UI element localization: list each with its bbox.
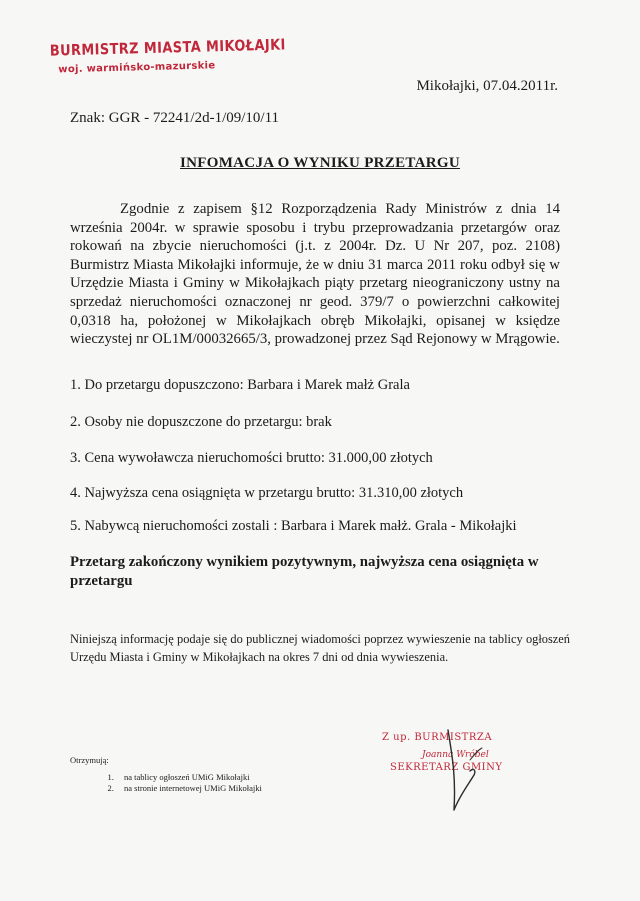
stamp-region: woj. warmińsko-mazurskie: [58, 60, 216, 76]
recipients-label: Otrzymują:: [70, 755, 109, 765]
stamp-title: BURMISTRZ MIASTA MIKOŁAJKI: [49, 35, 286, 60]
recipient-item: 2. na stronie internetowej UMiG Mikołajki: [116, 783, 262, 794]
list-item-highest-price: 4. Najwyższa cena osiągnięta w przetargu brutto: 31.310,00 złotych: [70, 485, 464, 501]
secretary-stamp-role: SEKRETARZ GMINY: [390, 762, 503, 773]
list-item-starting-price: 3. Cena wywoławcza nieruchomości brutto: 31.000,00 złotych: [70, 450, 433, 466]
notice-paragraph: Niniejszą informację podaje się do publicznej wiadomości poprzez wywieszenie na tablicy ogłoszeń Urzędu Miasta i Gminy w Mikołajkach na okres 7 dni od dnia wywieszenia.: [70, 632, 570, 664]
reference-number: Znak: GGR - 72241/2d-1/09/10/11: [70, 110, 280, 126]
document-date: Mikołajki, 07.04.2011r.: [416, 78, 558, 94]
secretary-stamp-name: Joanna Wróbel: [422, 750, 489, 760]
list-item-not-admitted: 2. Osoby nie dopuszczone do przetargu: brak: [70, 414, 332, 430]
secretary-stamp-line1: Z up. BURMISTRZA: [382, 732, 493, 743]
recipients-section: [70, 755, 262, 793]
handwritten-signature: [430, 715, 500, 815]
recipient-item: 1. na tablicy ogłoszeń UMiG Mikołajki: [116, 772, 262, 783]
list-item-admitted: 1. Do przetargu dopuszczono: Barbara i Marek małż Grala: [70, 377, 410, 393]
mayor-stamp: [50, 34, 325, 75]
document-title: INFOMACJA O WYNIKU PRZETARGU: [180, 155, 460, 171]
conclusion-paragraph: Przetarg zakończony wynikiem pozytywnym, najwyższa cena osiągnięta w przetargu: [70, 554, 539, 589]
intro-paragraph: Zgodnie z zapisem §12 Rozporządzenia Rady Ministrów z dnia 14 września 2004r. w sprawie sposobu i trybu przeprowadzania przetargów oraz rokowań na zbycie nieruchomości (j.t. z 2004r. Dz. U Nr 207, poz. 2108) Burmistrz Miasta Mikołajki informuje, że w dniu 31 marca 2011 roku odbył się w Urzędzie Miasta i Gminy w Mikołajkach piąty przetarg nieograniczony ustny na sprzedaż nieruchomości oznaczonej nr geod. 379/7 o powierzchni całkowitej 0,0318 ha, położonej w Mikołajkach obręb Mikołajki, opisanej w księdze wieczystej nr OL1M/00032665/3, prowadzonej przez Sąd Rejonowy w Mrągowie.: [70, 201, 560, 348]
list-item-buyers: 5. Nabywcą nieruchomości zostali : Barbara i Marek małż. Grala - Mikołajki: [70, 518, 517, 534]
